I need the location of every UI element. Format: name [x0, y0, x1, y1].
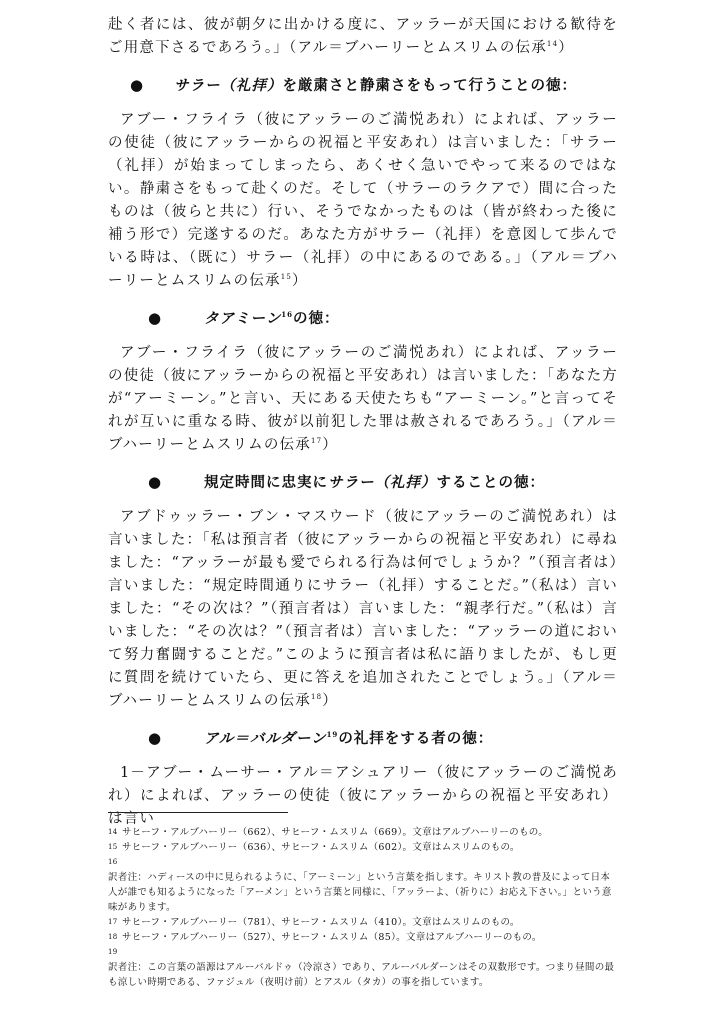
section-heading-bardan: [108, 727, 618, 750]
footnote-text: 訳者注：ハディースの中に見られるように、「アーミーン」という言葉を指します。キリスト教の普及によって日本人が誰でも知るようになった「アーメン」という言葉と同様に、「アッラーよ、（祈りに）お応え下さい。」という意味があります。: [108, 872, 612, 913]
section-heading-khushu: [108, 74, 618, 97]
bullet-icon: ●: [148, 309, 163, 327]
paragraph-text-end: ）: [292, 273, 308, 289]
footnote-14: [108, 825, 618, 840]
paragraph-khushu: [108, 109, 618, 293]
footnote-divider: [108, 812, 288, 813]
footnote-number: 16: [108, 858, 118, 866]
heading-text-end: することの徳：: [436, 474, 545, 491]
heading-term: タアミーン: [204, 310, 282, 327]
footnote-16: [108, 855, 618, 915]
footnote-text: サヒーフ・アルブハーリー（781）、サヒーフ・ムスリム（410）。文章はムスリムのもの。: [122, 917, 520, 928]
footnote-19: [108, 945, 618, 990]
footnote-text: サヒーフ・アルブハーリー（636）、サヒーフ・ムスリム（602）。文章はムスリムのもの。: [122, 842, 520, 853]
footnote-18: [108, 930, 618, 945]
heading-text: 規定時間に忠実に: [204, 474, 328, 491]
heading-text: の徳：: [292, 310, 340, 327]
paragraph-text: 赴く者には、彼が朝夕に出かける度に、アッラーが天国における歓待をご用意下さるであろう。」（アル＝ブハーリーとムスリムの伝承: [108, 17, 618, 56]
paragraph-intro: [108, 14, 618, 60]
footnote-ref-16: 16: [281, 310, 293, 320]
footnote-number: 15: [108, 843, 118, 851]
footnote-ref-14: 14: [546, 40, 559, 49]
heading-text: を厳粛さと静粛さをもって行うことの徳：: [282, 77, 577, 94]
document-body: [108, 14, 618, 831]
paragraph-text: 1－アブー・ムーサー・アル＝アシュアリー（彼にアッラーのご満悦あれ）によれば、アッラーの使徒（彼にアッラーからの祝福と平安あれ）は言い: [108, 765, 618, 827]
footnote-ref-17: 17: [310, 437, 323, 446]
footnote-text: サヒーフ・アルブハーリー（527）、サヒーフ・ムスリム（85）。文章はアルブハーリーのもの。: [122, 932, 542, 943]
footnote-number: 17: [108, 918, 118, 926]
section-heading-tamin: [108, 307, 618, 330]
footnote-number: 18: [108, 933, 118, 941]
footnote-number: 14: [108, 828, 118, 836]
bullet-icon: ●: [130, 76, 145, 94]
footnotes: [108, 812, 618, 990]
paragraph-tamin: [108, 342, 618, 457]
paragraph-text-end: ）: [322, 693, 338, 709]
footnote-text: 訳者注：この言葉の語源はアルーバルドゥ（冷涼さ）であり、アルーバルダーンはその双数形です。つまり昼間の最も涼しい時期である、ファジュル（夜明け前）とアスル（タカ）の事を指しています。: [108, 962, 615, 988]
footnote-ref-15: 15: [280, 273, 293, 282]
bullet-icon: ●: [148, 473, 163, 491]
paragraph-text: アブドゥッラー・ブン・マスウード（彼にアッラーのご満悦あれ）は言いました：「私は預言者（彼にアッラーからの祝福と平安あれ）に尋ねました：“アッラーが最も愛でられる行為は何でしょうか？”（預言者は）言いました：“規定時間通りにサラー（礼拝）することだ。”（私は）言いました：“その次は？”（預言者は）言いました：“親孝行だ。”（私は）言いました：“その次は？”（預言者は）言いました：“アッラーの道において努力奮闘することだ。”このように預言者は私に語りましたが、もし更に質問を続けていたら、更に答えを追加されたことでしょう。」（アル＝ブハーリーとムスリムの伝承: [108, 509, 618, 709]
footnote-17: [108, 915, 618, 930]
footnote-ref-18: 18: [310, 693, 323, 702]
footnote-15: [108, 840, 618, 855]
heading-text: の礼拝をする者の徳：: [338, 730, 494, 747]
paragraph-text: アブー・フライラ（彼にアッラーのご満悦あれ）によれば、アッラーの使徒（彼にアッラーからの祝福と平安あれ）は言いました：「あなた方が“アーミーン。”と言い、天にある天使たちも“アーミーン。”と言ってそれが互いに重なる時、彼が以前犯した罪は赦されるであろう。」（アル＝ブハーリーとムスリムの伝承: [108, 345, 618, 453]
paragraph-text: アブー・フライラ（彼にアッラーのご満悦あれ）によれば、アッラーの使徒（彼にアッラーからの祝福と平安あれ）は言いました：「サラー（礼拝）が始まってしまったら、あくせく急いでやって来るのではない。静粛さをもって赴くのだ。そして（サラーのラクアで）間に合ったものは（彼らと共に）行い、そうでなかったものは（皆が終わった後に補う形で）完遂するのだ。あなた方がサラー（礼拝）を意図して歩んでいる時は、（既に）サラー（礼拝）の中にあるのである。」（アル＝ブハーリーとムスリムの伝承: [108, 112, 618, 289]
heading-term: サラー（礼拝）: [174, 77, 283, 94]
footnote-number: 19: [108, 948, 118, 956]
footnote-ref-19: 19: [326, 730, 339, 740]
bullet-icon: ●: [148, 729, 163, 747]
paragraph-ontime: [108, 506, 618, 713]
paragraph-text-end: ）: [322, 437, 338, 453]
footnote-text: サヒーフ・アルブハーリー（662）、サヒーフ・ムスリム（669）。文章はアルブハーリーのもの。: [122, 827, 548, 838]
paragraph-text-end: ）: [558, 40, 574, 56]
heading-term: サラー（礼拝）: [328, 474, 437, 491]
heading-term: アル＝バルダーン: [204, 730, 327, 747]
section-heading-ontime: [108, 471, 618, 494]
